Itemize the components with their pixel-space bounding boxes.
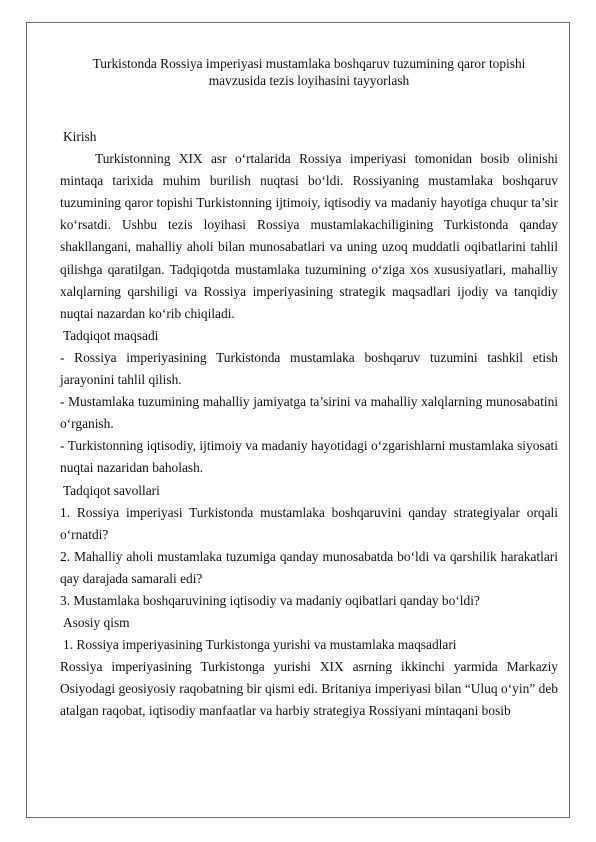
goal-item: - Turkistonning iqtisodiy, ijtimoiy va madaniy hayotidagi o‘zgarishlarni mustamlaka siyosati nuqtai nazaridan baholash.: [60, 438, 558, 476]
goal-item: - Mustamlaka tuzumining mahalliy jamiyatga ta’sirini va mahalliy xalqlarning munosabatini o‘rganish.: [60, 394, 558, 432]
question-item: 1. Rossiya imperiyasi Turkistonda mustamlaka boshqaruvini qanday strategiyalar orqali o‘rnatdi?: [60, 504, 558, 542]
document-title: [60, 55, 558, 89]
main-paragraph: Rossiya imperiyasining Turkistonga yurishi XIX asrning ikkinchi yarmida Markaziy Osiyodagi geosiyosiy raqobatning bir qismi edi. Britaniya imperiyasi bilan “Uluq o‘yin” deb atalgan raqobat, iqtisodiy manfaatlar va harbiy strategiya Rossiyani mintaqani bosib: [60, 659, 558, 719]
goal-heading: Tadqiqot maqsadi: [63, 327, 159, 343]
main-heading: Asosiy qism: [63, 615, 130, 631]
question-item: 3. Mustamlaka boshqaruvining iqtisodiy va madaniy oqibatlari qanday bo‘ldi?: [60, 592, 480, 608]
title-line-2: mavzusida tezis loyihasini tayyorlash: [208, 73, 410, 88]
document-body: [60, 55, 558, 723]
sub-heading: 1. Rossiya imperiyasining Turkistonga yurishi va mustamlaka maqsadlari: [63, 637, 457, 653]
questions-heading: Tadqiqot savollari: [63, 482, 160, 498]
question-item: 2. Mahalliy aholi mustamlaka tuzumiga qanday munosabatda bo‘ldi va qarshilik harakatlari qay darajada samarali edi?: [60, 548, 558, 586]
intro-paragraph: Turkistonning XIX asr o‘rtalarida Rossiya imperiyasi tomonidan bosib olinishi mintaqa tarixida muhim burilish nuqtasi bo‘ldi. Rossiyaning mustamlaka boshqaruv tuzumining qaror topishi Turkistonning ijtimoiy, iqtisodiy va madaniy hayotiga chuqur ta’sir ko‘rsatdi. Ushbu tezis loyihasi Rossiya mustamlakachiligining Turkistonda qanday shakllangani, mahalliy aholi bilan munosabatlari va uning uzoq muddatli oqibatlarini tahlil qilishga qaratilgan. Tadqiqotda mustamlaka tuzumining o‘ziga xos xususiyatlari, mahalliy xalqlarning qarshiligi va Rossiya imperiyasining strategik maqsadlari ijodiy va tanqidiy nuqtai nazardan ko‘rib chiqiladi.: [60, 151, 558, 321]
goal-item: - Rossiya imperiyasining Turkistonda mustamlaka boshqaruv tuzumini tashkil etish jarayonini tahlil qilish.: [60, 349, 558, 388]
intro-heading: Kirish: [63, 129, 97, 144]
title-line-1: Turkistonda Rossiya imperiyasi mustamlaka boshqaruv tuzumining qaror topishi: [92, 56, 526, 71]
